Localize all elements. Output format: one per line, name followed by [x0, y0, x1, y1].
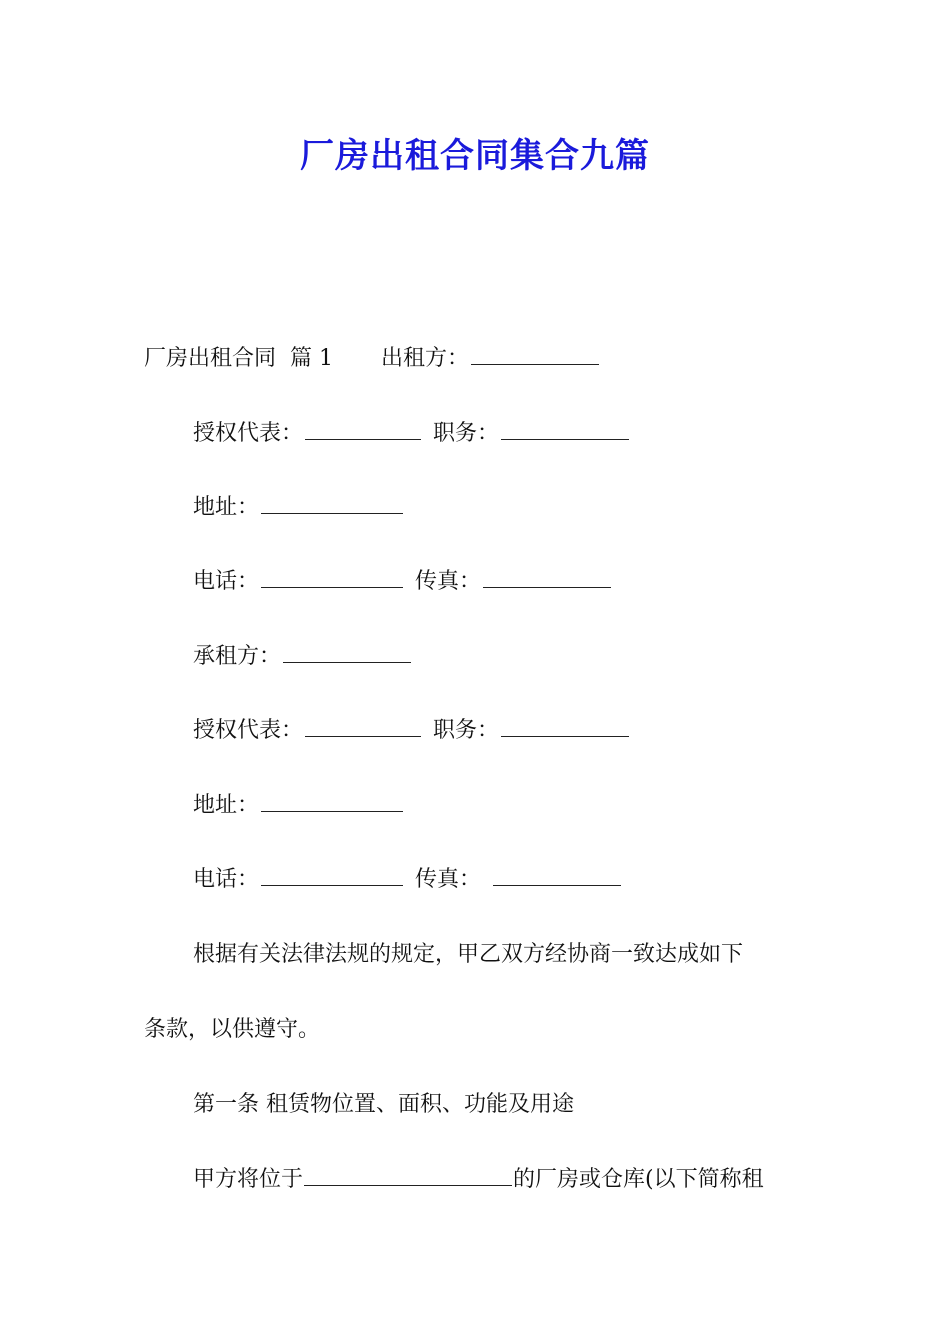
lessor-rep-label: 授权代表： [193, 421, 304, 446]
lessor-rep-blank[interactable] [305, 419, 421, 440]
lessee-phone-line [193, 865, 623, 895]
lessee-phone-blank[interactable] [261, 865, 403, 886]
lessor-phone-line [193, 567, 613, 597]
intro-paragraph-line-1: 根据有关法律法规的规定，甲乙双方经协商一致达成如下 [193, 942, 744, 967]
lessee-position-blank[interactable] [501, 716, 629, 737]
lessor-address-blank[interactable] [261, 493, 403, 514]
lessee-fax-label: 传真： [415, 867, 482, 892]
lessee-blank[interactable] [283, 642, 411, 663]
document-title: 厂房出租合同集合九篇 [300, 136, 650, 176]
article-1-suffix: 的厂房或仓库(以下简称租 [513, 1167, 764, 1192]
lessee-address-line [193, 791, 405, 821]
lessee-label: 承租方： [193, 644, 282, 669]
intro-paragraph-line-2: 条款，以供遵守。 [144, 1017, 321, 1042]
lessor-fax-label: 传真： [415, 569, 482, 594]
lessor-phone-blank[interactable] [261, 567, 403, 588]
contract-heading: 厂房出租合同 [144, 346, 277, 371]
lessee-phone-label: 电话： [193, 867, 260, 892]
lessor-label: 出租方： [381, 346, 470, 371]
article-1-paragraph-line-1 [193, 1165, 764, 1195]
article-1-prefix: 甲方将位于 [193, 1167, 304, 1192]
lessor-fax-blank[interactable] [483, 567, 611, 588]
lessee-rep-line [193, 716, 631, 746]
lessee-line [193, 642, 413, 672]
lessee-address-blank[interactable] [261, 791, 403, 812]
lessor-address-label: 地址： [193, 495, 260, 520]
lessor-phone-label: 电话： [193, 569, 260, 594]
lessor-position-blank[interactable] [501, 419, 629, 440]
lessor-rep-line [193, 419, 631, 449]
article-1-title: 第一条 租赁物位置、面积、功能及用途 [193, 1092, 574, 1117]
lessor-address-line [193, 493, 405, 523]
contract-heading-line [144, 344, 601, 374]
lessor-blank[interactable] [471, 344, 599, 365]
lessor-position-label: 职务： [433, 421, 500, 446]
lessee-position-label: 职务： [433, 718, 500, 743]
lessee-fax-blank[interactable] [493, 865, 621, 886]
lessee-rep-label: 授权代表： [193, 718, 304, 743]
contract-part-number: 篇 1 [290, 346, 334, 371]
lessee-address-label: 地址： [193, 793, 260, 818]
property-location-blank[interactable] [304, 1165, 512, 1186]
lessee-rep-blank[interactable] [305, 716, 421, 737]
